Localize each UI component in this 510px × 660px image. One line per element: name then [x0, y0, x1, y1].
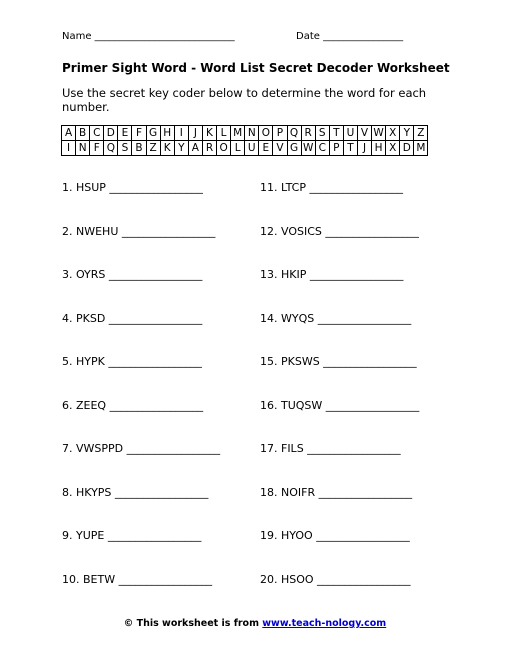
key-cell: A [62, 126, 76, 141]
key-cell: C [90, 126, 104, 141]
key-cell: H [160, 126, 174, 141]
question-item: 9. YUPE _________________ [62, 529, 202, 542]
question-item: 10. BETW _________________ [62, 573, 213, 586]
code-letters-row [62, 141, 428, 156]
worksheet-title: Primer Sight Word - Word List Secret Decoder Worksheet [62, 61, 450, 75]
question-item: 15. PKSWS _________________ [260, 355, 417, 368]
key-cell: M [231, 126, 245, 141]
question-item: 20. HSOO _________________ [260, 573, 411, 586]
key-cell: R [202, 141, 216, 156]
instructions: Use the secret key coder below to determine the word for each number. [62, 86, 427, 114]
key-cell: S [315, 126, 329, 141]
key-cell: I [174, 126, 188, 141]
key-cell: E [118, 126, 132, 141]
question-item: 5. HYPK _________________ [62, 355, 202, 368]
key-cell: Q [104, 141, 118, 156]
key-cell: P [329, 141, 343, 156]
key-cell: W [302, 142, 314, 154]
footer [0, 618, 510, 629]
date-field: Date ________________ [296, 31, 404, 42]
key-cell: O [259, 126, 273, 141]
question-item: 7. VWSPPD _________________ [62, 442, 221, 455]
key-cell: D [104, 126, 118, 141]
footer-link[interactable]: www.teach-nology.com [262, 618, 387, 629]
key-cell: S [118, 141, 132, 156]
key-cell: K [160, 141, 174, 156]
key-cell: B [132, 141, 146, 156]
question-item: 2. NWEHU _________________ [62, 225, 216, 238]
key-cell: O [217, 141, 231, 156]
key-cell: U [343, 126, 357, 141]
key-cell: N [245, 126, 259, 141]
key-cell: F [132, 126, 146, 141]
key-cell: K [202, 126, 216, 141]
key-cell: N [76, 141, 90, 156]
key-cell: H [372, 141, 386, 156]
question-item: 16. TUQSW _________________ [260, 399, 420, 412]
key-cell: Z [414, 126, 428, 141]
key-cell: R [301, 126, 315, 141]
question-item: 17. FILS _________________ [260, 442, 401, 455]
key-cell: Y [174, 141, 188, 156]
key-cell: X [386, 141, 400, 156]
key-cell: L [217, 126, 231, 141]
question-item: 8. HKYPS _________________ [62, 486, 209, 499]
key-cell: Z [146, 141, 160, 156]
key-cell: E [259, 141, 273, 156]
question-item: 12. VOSICS _________________ [260, 225, 419, 238]
key-cell: M [414, 141, 428, 156]
key-cell: J [188, 126, 202, 141]
key-cell: T [329, 126, 343, 141]
key-cell: V [273, 141, 287, 156]
decoder-key-table [61, 125, 428, 156]
key-cell: F [90, 141, 104, 156]
key-cell: G [287, 141, 301, 156]
key-cell: G [146, 126, 160, 141]
key-cell: P [273, 126, 287, 141]
key-cell: V [357, 126, 371, 141]
question-item: 14. WYQS _________________ [260, 312, 412, 325]
key-cell: D [400, 141, 414, 156]
question-item: 1. HSUP _________________ [62, 181, 203, 194]
question-item: 18. NOIFR _________________ [260, 486, 413, 499]
key-cell: I [62, 141, 76, 156]
question-item: 4. PKSD _________________ [62, 312, 203, 325]
plain-letters-row [62, 126, 428, 141]
key-cell: J [357, 141, 371, 156]
question-item: 19. HYOO _________________ [260, 529, 410, 542]
key-cell: A [188, 141, 202, 156]
key-cell: Q [287, 126, 301, 141]
key-cell: C [315, 141, 329, 156]
key-cell: Y [400, 126, 414, 141]
key-cell: X [386, 126, 400, 141]
key-cell: B [76, 126, 90, 141]
key-cell: U [245, 141, 259, 156]
question-item: 11. LTCP _________________ [260, 181, 403, 194]
key-cell: L [231, 141, 245, 156]
name-field: Name ____________________________ [62, 31, 235, 42]
question-item: 13. HKIP _________________ [260, 268, 404, 281]
question-item: 3. OYRS _________________ [62, 268, 203, 281]
key-cell: T [343, 141, 357, 156]
key-cell: W [373, 127, 384, 139]
question-item: 6. ZEEQ _________________ [62, 399, 204, 412]
footer-text: © This worksheet is from [123, 618, 263, 629]
